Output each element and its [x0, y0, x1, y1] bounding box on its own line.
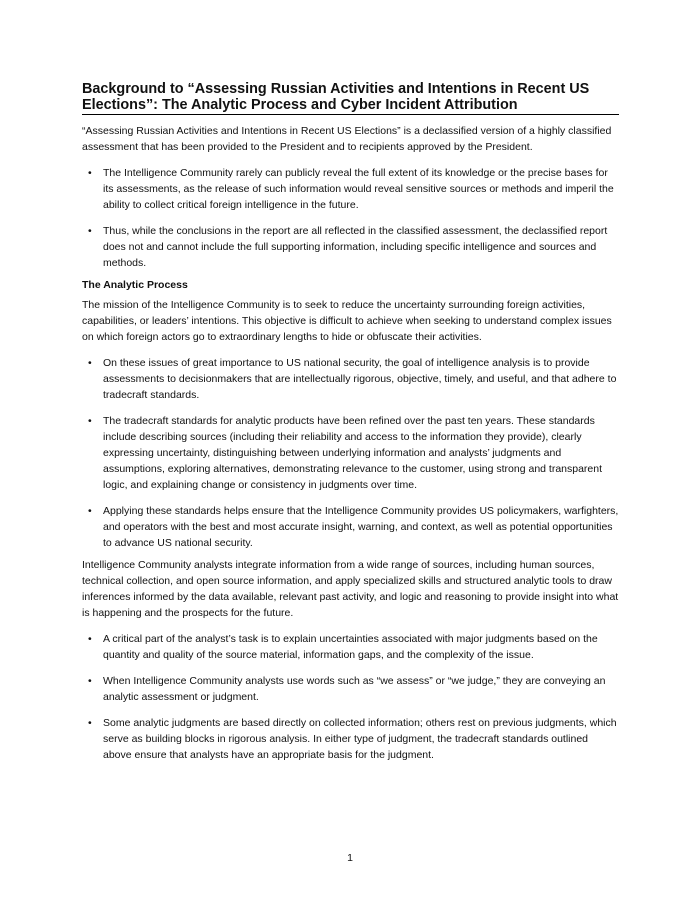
analysts-paragraph: Intelligence Community analysts integrate information from a wide range of sources, including human sources, technical collection, and open source information, and apply specialized skills and structured analytic tools to draw inferences informed by the data available, relevant past activity, and logic and reasoning to provide insight into what is happening and the prospects for the future.: [82, 559, 619, 619]
mission-paragraph: The mission of the Intelligence Community is to seek to reduce the uncertainty surrounding foreign activities, capabilities, or leaders’ intentions. This objective is difficult to achieve when seeking to understand complex issues on which foreign actors go to extraordinary lengths to hide or obfuscate their activities.: [82, 299, 612, 343]
bullet-item: [82, 223, 619, 271]
intro-bullet-list: [82, 165, 619, 271]
bullet-text: The Intelligence Community rarely can publicly reveal the full extent of its knowledge or the precise bases for its assessments, as the release of such information would reveal sensitive sources or methods and imperil the ability to collect critical foreign intelligence in the future.: [103, 167, 614, 211]
bullet-text: Thus, while the conclusions in the report are all reflected in the classified assessment, the declassified report does not and cannot include the full supporting information, including specific intelligence and sources and methods.: [103, 225, 608, 269]
bullet-text: On these issues of great importance to US national security, the goal of intelligence analysis is to provide assessments to decisionmakers that are intellectually rigorous, objective, timely, and useful, and that adhere to tradecraft standards.: [103, 357, 617, 401]
document-title: Background to “Assessing Russian Activities and Intentions in Recent US Elections”: The Analytic Process and Cyber Incident Attribution: [82, 81, 619, 115]
bullet-marker: •: [88, 717, 92, 729]
bullet-text: The tradecraft standards for analytic products have been refined over the past ten years. These standards include describing sources (including their reliability and access to the information they provide), clearly expressing uncertainty, distinguishing between underlying information and analysts’ judgments and assumptions, exploring alternatives, demonstrating relevance to the customer, using strong and transparent logic, and explaining change or consistency in judgments over time.: [103, 415, 603, 491]
bullet-marker: •: [88, 633, 92, 645]
bullet-marker: •: [88, 167, 92, 179]
bullet-item: [82, 355, 619, 403]
bullet-item: [82, 503, 619, 551]
section-heading: The Analytic Process: [82, 279, 188, 291]
mission-bullet-list: [82, 355, 619, 551]
bullet-item: [82, 631, 619, 663]
bullet-text: A critical part of the analyst’s task is to explain uncertainties associated with major judgments based on the quantity and quality of the source material, information gaps, and the complexity of the issue.: [103, 633, 598, 661]
intro-paragraph: “Assessing Russian Activities and Intentions in Recent US Elections” is a declassified version of a highly classified assessment that has been provided to the President and to recipients approved by the President.: [82, 125, 612, 153]
bullet-text: Some analytic judgments are based directly on collected information; others rest on previous judgments, which serve as building blocks in rigorous analysis. In either type of judgment, the tradecraft standards outlined above ensure that analysts have an appropriate basis for the judgment.: [103, 717, 617, 761]
bullet-marker: •: [88, 225, 92, 237]
bullet-marker: •: [88, 675, 92, 687]
bullet-item: [82, 413, 619, 493]
bullet-text: When Intelligence Community analysts use words such as “we assess” or “we judge,” they are conveying an analytic assessment or judgment.: [103, 675, 606, 703]
bullet-item: [82, 715, 619, 763]
document-body: [82, 81, 619, 763]
bullet-marker: •: [88, 505, 92, 517]
page-number: 1: [347, 852, 353, 864]
bullet-marker: •: [88, 415, 92, 427]
bullet-text: Applying these standards helps ensure that the Intelligence Community provides US policymakers, warfighters, and operators with the best and most accurate insight, warning, and context, as well as potential opportunities to advance US national security.: [103, 505, 619, 549]
analysts-bullet-list: [82, 631, 619, 763]
bullet-item: [82, 673, 619, 705]
bullet-marker: •: [88, 357, 92, 369]
bullet-item: [82, 165, 619, 213]
